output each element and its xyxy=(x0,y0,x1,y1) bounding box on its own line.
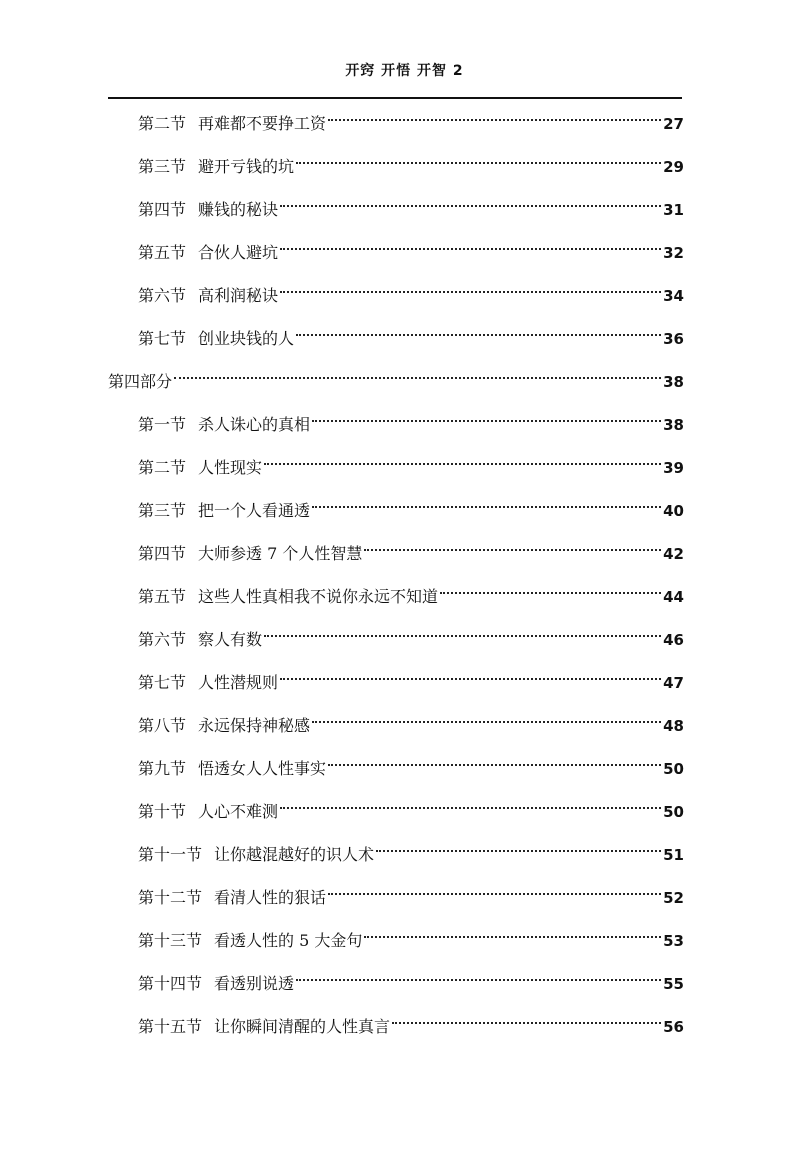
toc-entry-label xyxy=(138,790,278,833)
toc-entry-number: 第十三节 xyxy=(138,931,203,950)
toc-entry-number: 第五节 xyxy=(138,587,187,606)
toc-entry[interactable] xyxy=(108,876,684,919)
toc-entry[interactable] xyxy=(108,1005,684,1048)
toc-dot-leader xyxy=(312,420,661,422)
toc-entry-title: 再难都不要挣工资 xyxy=(198,114,327,133)
toc-entry-number: 第十节 xyxy=(138,802,187,821)
toc-page-number: 36 xyxy=(663,330,684,348)
toc-entry-label xyxy=(138,919,362,962)
toc-page-number: 39 xyxy=(663,459,684,477)
toc-entry-title: 创业块钱的人 xyxy=(198,329,295,348)
toc-entry-title: 人性潜规则 xyxy=(198,673,279,692)
toc-entry[interactable] xyxy=(108,962,684,1005)
toc-page-number: 34 xyxy=(663,287,684,305)
toc-entry-title: 合伙人避坑 xyxy=(198,243,279,262)
toc-dot-leader xyxy=(280,248,661,250)
toc-entry-title: 人性现实 xyxy=(198,458,263,477)
toc-entry-title: 看透人性的 5 大金句 xyxy=(214,931,363,950)
toc-entry-label xyxy=(138,876,326,919)
toc-entry-title: 避开亏钱的坑 xyxy=(198,157,295,176)
toc-dot-leader xyxy=(312,721,661,723)
toc-entry-label xyxy=(138,145,294,188)
toc-page-number: 48 xyxy=(663,717,684,735)
toc-dot-leader xyxy=(264,463,661,465)
toc-dot-leader xyxy=(280,678,661,680)
toc-entry-number: 第十二节 xyxy=(138,888,203,907)
toc-dot-leader xyxy=(296,162,661,164)
toc-entry-number: 第八节 xyxy=(138,716,187,735)
toc-dot-leader xyxy=(364,549,661,551)
toc-entry-number: 第二节 xyxy=(138,114,187,133)
toc-entry-title: 把一个人看通透 xyxy=(198,501,311,520)
toc-entry[interactable] xyxy=(108,532,684,575)
toc-page-number: 40 xyxy=(663,502,684,520)
toc-dot-leader xyxy=(440,592,661,594)
toc-dot-leader xyxy=(376,850,661,852)
toc-entry-title: 悟透女人人性事实 xyxy=(198,759,327,778)
toc-page-number: 31 xyxy=(663,201,684,219)
toc-page-number: 27 xyxy=(663,115,684,133)
toc-dot-leader xyxy=(280,807,661,809)
toc-page-number: 32 xyxy=(663,244,684,262)
toc-entry-label xyxy=(138,317,294,360)
toc-entry-label xyxy=(138,833,374,876)
toc-dot-leader xyxy=(364,936,661,938)
toc-entry-label xyxy=(138,274,278,317)
toc-entry-number: 第四部分 xyxy=(108,372,173,391)
toc-entry-label xyxy=(138,618,262,661)
toc-entry[interactable] xyxy=(108,231,684,274)
toc-entry[interactable] xyxy=(108,274,684,317)
toc-entry-number: 第七节 xyxy=(138,329,187,348)
toc-entry-label xyxy=(138,962,294,1005)
toc-entry-number: 第十四节 xyxy=(138,974,203,993)
toc-entry[interactable] xyxy=(108,618,684,661)
toc-entry-label xyxy=(138,704,310,747)
toc-page-number: 38 xyxy=(663,373,684,391)
toc-entry-title: 让你瞬间清醒的人性真言 xyxy=(214,1017,391,1036)
toc-page-number: 53 xyxy=(663,932,684,950)
toc-dot-leader xyxy=(296,334,661,336)
toc-dot-leader xyxy=(392,1022,661,1024)
toc-entry-title: 大师参透 7 个人性智慧 xyxy=(198,544,363,563)
toc-dot-leader xyxy=(328,893,661,895)
toc-entry[interactable] xyxy=(108,403,684,446)
toc-entry[interactable] xyxy=(108,102,684,145)
toc-entry[interactable] xyxy=(108,747,684,790)
toc-entry-title: 看透别说透 xyxy=(214,974,295,993)
toc-dot-leader xyxy=(264,635,661,637)
toc-entry-title: 赚钱的秘诀 xyxy=(198,200,279,219)
toc-page-number: 56 xyxy=(663,1018,684,1036)
running-header: 开窍 开悟 开智 2 xyxy=(345,63,464,79)
toc-entry-label xyxy=(138,489,310,532)
toc-entry-title: 这些人性真相我不说你永远不知道 xyxy=(198,587,439,606)
toc-entry-number: 第三节 xyxy=(138,157,187,176)
toc-dot-leader xyxy=(280,291,661,293)
toc-dot-leader xyxy=(328,764,661,766)
toc-entry-number: 第五节 xyxy=(138,243,187,262)
toc-entry-label xyxy=(138,575,438,618)
toc-page-number: 46 xyxy=(663,631,684,649)
toc-entry-number: 第十五节 xyxy=(138,1017,203,1036)
toc-entry-number: 第九节 xyxy=(138,759,187,778)
toc-entry[interactable] xyxy=(108,833,684,876)
toc-entry-number: 第四节 xyxy=(138,200,187,219)
toc-entry-label xyxy=(138,188,278,231)
toc-entry-label xyxy=(138,747,326,790)
toc-entry-title: 永远保持神秘感 xyxy=(198,716,311,735)
toc-entry-number: 第二节 xyxy=(138,458,187,477)
toc-entry[interactable] xyxy=(108,575,684,618)
toc-entry-number: 第六节 xyxy=(138,286,187,305)
toc-dot-leader xyxy=(312,506,661,508)
toc-page-number: 55 xyxy=(663,975,684,993)
header-rule xyxy=(108,97,682,99)
toc-entry[interactable] xyxy=(108,919,684,962)
toc-dot-leader xyxy=(280,205,661,207)
toc-entry-label xyxy=(138,231,278,274)
toc-entry-label xyxy=(108,360,172,403)
toc-page-number: 44 xyxy=(663,588,684,606)
toc-entry-number: 第十一节 xyxy=(138,845,203,864)
toc-entry-number: 第一节 xyxy=(138,415,187,434)
toc-entry-title: 察人有数 xyxy=(198,630,263,649)
toc-page-number: 38 xyxy=(663,416,684,434)
toc-entry[interactable] xyxy=(108,188,684,231)
toc-entry-label xyxy=(138,102,326,145)
toc-entry-title: 人心不难测 xyxy=(198,802,279,821)
toc-entry[interactable] xyxy=(108,704,684,747)
toc-entry[interactable] xyxy=(108,661,684,704)
toc-page-number: 29 xyxy=(663,158,684,176)
toc-entry-label xyxy=(138,403,310,446)
toc-entry-number: 第四节 xyxy=(138,544,187,563)
toc-page-number: 50 xyxy=(663,803,684,821)
toc-entry[interactable] xyxy=(108,489,684,532)
toc-entry-number: 第六节 xyxy=(138,630,187,649)
toc-entry-label xyxy=(138,532,362,575)
toc-page-number: 51 xyxy=(663,846,684,864)
table-of-contents xyxy=(108,102,684,1048)
toc-entry-label xyxy=(138,1005,390,1048)
toc-entry-title: 让你越混越好的识人术 xyxy=(214,845,375,864)
toc-page-number: 47 xyxy=(663,674,684,692)
toc-entry[interactable] xyxy=(108,317,684,360)
toc-entry[interactable] xyxy=(108,790,684,833)
toc-entry-label xyxy=(138,661,278,704)
toc-entry-number: 第七节 xyxy=(138,673,187,692)
toc-entry[interactable] xyxy=(108,360,684,403)
toc-page-number: 50 xyxy=(663,760,684,778)
toc-entry[interactable] xyxy=(108,446,684,489)
toc-dot-leader xyxy=(328,119,661,121)
toc-entry-number: 第三节 xyxy=(138,501,187,520)
toc-entry-label xyxy=(138,446,262,489)
toc-dot-leader xyxy=(296,979,661,981)
toc-entry-title: 看清人性的狠话 xyxy=(214,888,327,907)
toc-page-number: 52 xyxy=(663,889,684,907)
toc-entry-title: 高利润秘诀 xyxy=(198,286,279,305)
toc-entry-title: 杀人诛心的真相 xyxy=(198,415,311,434)
toc-dot-leader xyxy=(174,377,661,379)
toc-entry[interactable] xyxy=(108,145,684,188)
toc-page-number: 42 xyxy=(663,545,684,563)
